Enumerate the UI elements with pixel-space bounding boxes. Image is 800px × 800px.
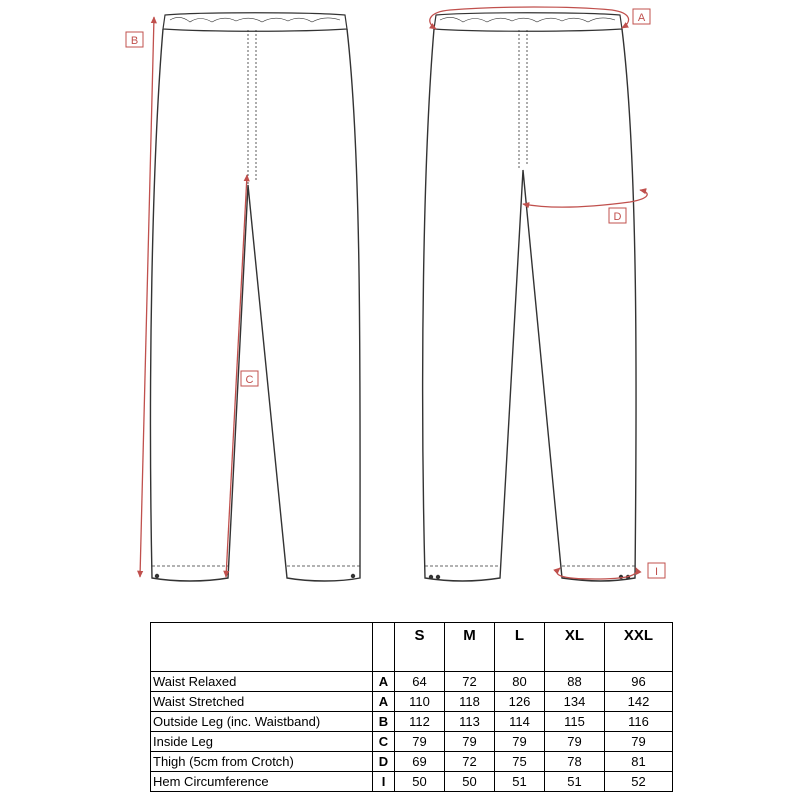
size-header-row — [151, 623, 673, 648]
table-cell: 72 — [445, 752, 495, 772]
table-cell: 134 — [545, 692, 605, 712]
measure-line-i — [557, 568, 636, 579]
table-cell: 79 — [445, 732, 495, 752]
measurement-name: Outside Leg (inc. Waistband) — [151, 712, 373, 732]
label-a: A — [637, 12, 646, 24]
table-cell: 79 — [545, 732, 605, 752]
table-cell: 142 — [605, 692, 673, 712]
front-button-right — [351, 574, 355, 578]
size-header: M — [445, 623, 495, 648]
measurement-code: A — [373, 672, 395, 692]
measurement-code: A — [373, 692, 395, 712]
table-cell: 78 — [545, 752, 605, 772]
measurement-code: D — [373, 752, 395, 772]
table-cell: 75 — [495, 752, 545, 772]
header-blank — [151, 623, 373, 648]
table-cell: 50 — [395, 772, 445, 792]
table-cell: 114 — [495, 712, 545, 732]
label-c: C — [245, 374, 254, 386]
table-cell: 79 — [605, 732, 673, 752]
table-row — [151, 672, 673, 692]
table-cell: 80 — [495, 672, 545, 692]
back-button-1 — [429, 575, 433, 579]
table-cell: 50 — [445, 772, 495, 792]
header-blank-code — [373, 623, 395, 648]
measurement-name: Waist Stretched — [151, 692, 373, 712]
table-cell: 79 — [495, 732, 545, 752]
spacer-row — [151, 647, 673, 672]
measurement-code: C — [373, 732, 395, 752]
table-cell: 81 — [605, 752, 673, 772]
table-cell: 96 — [605, 672, 673, 692]
table-cell: 52 — [605, 772, 673, 792]
table-cell: 51 — [545, 772, 605, 792]
front-button-left — [155, 574, 159, 578]
table-cell: 113 — [445, 712, 495, 732]
table-row — [151, 732, 673, 752]
table-row — [151, 772, 673, 792]
table-cell: 118 — [445, 692, 495, 712]
measurement-code: B — [373, 712, 395, 732]
front-pants-outline — [150, 13, 360, 581]
size-header: XXL — [605, 623, 673, 648]
label-d: D — [613, 211, 622, 223]
table-cell: 112 — [395, 712, 445, 732]
label-b: B — [130, 35, 139, 47]
measurement-code: I — [373, 772, 395, 792]
table-cell: 51 — [495, 772, 545, 792]
table-row — [151, 752, 673, 772]
measurement-name: Waist Relaxed — [151, 672, 373, 692]
table-cell: 110 — [395, 692, 445, 712]
table-cell: 116 — [605, 712, 673, 732]
table-cell: 69 — [395, 752, 445, 772]
size-header: L — [495, 623, 545, 648]
measurement-name: Hem Circumference — [151, 772, 373, 792]
size-header: XL — [545, 623, 605, 648]
back-pants-outline — [423, 13, 636, 581]
table-cell: 79 — [395, 732, 445, 752]
size-table — [150, 622, 673, 792]
table-cell: 64 — [395, 672, 445, 692]
table-cell: 88 — [545, 672, 605, 692]
label-i: I — [654, 566, 659, 578]
table-row — [151, 692, 673, 712]
table-cell: 126 — [495, 692, 545, 712]
measure-line-d — [523, 190, 647, 207]
back-button-2 — [436, 575, 440, 579]
table-row — [151, 712, 673, 732]
size-header: S — [395, 623, 445, 648]
measurement-name: Inside Leg — [151, 732, 373, 752]
table-cell: 72 — [445, 672, 495, 692]
measurement-name: Thigh (5cm from Crotch) — [151, 752, 373, 772]
table-cell: 115 — [545, 712, 605, 732]
